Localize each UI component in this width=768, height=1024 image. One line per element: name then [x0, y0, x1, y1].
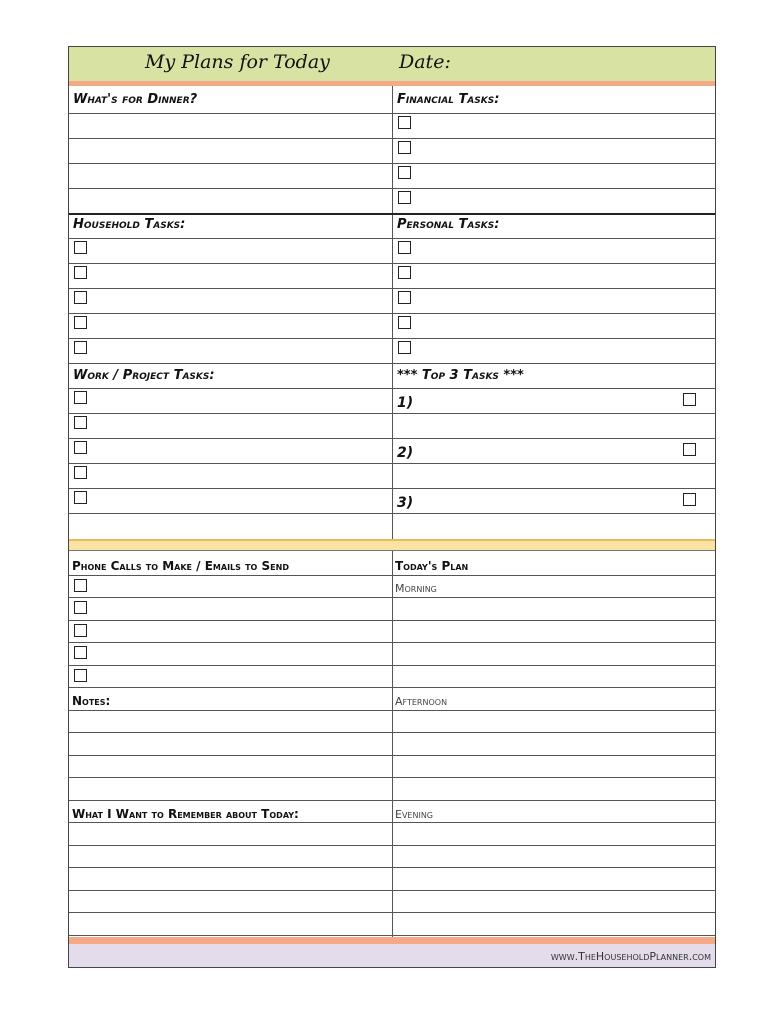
work-task-checkbox[interactable]	[74, 416, 87, 429]
afternoon-label: Afternoon	[395, 695, 448, 708]
financial-task-checkbox[interactable]	[398, 191, 411, 204]
rule-line	[69, 755, 715, 756]
household-task-checkbox[interactable]	[74, 316, 87, 329]
rule-line	[69, 665, 715, 666]
top3-item-1: 1)	[397, 395, 414, 411]
personal-task-checkbox[interactable]	[398, 341, 411, 354]
phone-label: Phone Calls to Make / Emails to Send	[72, 559, 289, 573]
rule-line	[69, 263, 715, 264]
work-task-checkbox[interactable]	[74, 391, 87, 404]
work-task-checkbox[interactable]	[74, 441, 87, 454]
footer-stripe	[69, 937, 715, 944]
rule-line	[69, 338, 715, 339]
rule-line	[69, 867, 715, 868]
rule-line	[69, 363, 715, 364]
top3-task-checkbox[interactable]	[683, 493, 696, 506]
rule-line	[69, 597, 715, 598]
rule-line	[69, 710, 715, 711]
rule-line	[69, 463, 715, 464]
top3-item-3: 3)	[397, 495, 414, 511]
rule-line	[69, 488, 715, 489]
personal-task-checkbox[interactable]	[398, 241, 411, 254]
financial-label: Financial Tasks:	[397, 92, 500, 107]
top3-label: *** Top 3 Tasks ***	[397, 368, 524, 383]
evening-label: Evening	[395, 808, 434, 821]
work-task-checkbox[interactable]	[74, 466, 87, 479]
top3-task-checkbox[interactable]	[683, 443, 696, 456]
household-task-checkbox[interactable]	[74, 241, 87, 254]
rule-line	[69, 687, 715, 688]
rule-line	[69, 313, 715, 314]
rule-line	[69, 890, 715, 891]
column-divider-bottom	[392, 551, 393, 937]
rule-line	[69, 845, 715, 846]
rule-line	[69, 388, 715, 389]
page-title: My Plans for Today	[145, 51, 330, 73]
rule-line	[69, 732, 715, 733]
footer-band	[69, 944, 715, 967]
personal-task-checkbox[interactable]	[398, 291, 411, 304]
rule-line	[69, 935, 715, 936]
remember-label: What I Want to Remember about Today:	[72, 807, 299, 821]
phone-call-checkbox[interactable]	[74, 601, 87, 614]
rule-line	[69, 288, 715, 289]
rule-line	[69, 438, 715, 439]
dinner-label: What's for Dinner?	[73, 92, 198, 107]
top3-task-checkbox[interactable]	[683, 393, 696, 406]
rule-line	[69, 163, 715, 164]
work-label: Work / Project Tasks:	[73, 368, 215, 383]
rule-line	[69, 575, 715, 576]
top3-item-2: 2)	[397, 445, 414, 461]
notes-label: Notes:	[72, 694, 111, 708]
financial-task-checkbox[interactable]	[398, 166, 411, 179]
rule-line	[69, 777, 715, 778]
personal-label: Personal Tasks:	[397, 217, 500, 232]
work-task-checkbox[interactable]	[74, 491, 87, 504]
website-url: www.TheHouseholdPlanner.com	[550, 950, 711, 963]
rule-line	[69, 642, 715, 643]
morning-label: Morning	[395, 582, 437, 595]
rule-line	[69, 912, 715, 913]
phone-call-checkbox[interactable]	[74, 646, 87, 659]
todays-plan-label: Today's Plan	[395, 559, 469, 573]
rule-line	[69, 513, 715, 514]
personal-task-checkbox[interactable]	[398, 316, 411, 329]
household-task-checkbox[interactable]	[74, 291, 87, 304]
household-label: Household Tasks:	[73, 217, 186, 232]
phone-call-checkbox[interactable]	[74, 669, 87, 682]
rule-line	[69, 213, 715, 215]
financial-task-checkbox[interactable]	[398, 116, 411, 129]
household-task-checkbox[interactable]	[74, 341, 87, 354]
household-task-checkbox[interactable]	[74, 266, 87, 279]
rule-line	[69, 113, 715, 114]
rule-line	[69, 800, 715, 801]
phone-call-checkbox[interactable]	[74, 579, 87, 592]
rule-line	[69, 413, 715, 414]
phone-call-checkbox[interactable]	[74, 624, 87, 637]
financial-task-checkbox[interactable]	[398, 141, 411, 154]
rule-line	[69, 822, 715, 823]
rule-line	[69, 238, 715, 239]
planner-sheet	[68, 46, 716, 968]
personal-task-checkbox[interactable]	[398, 266, 411, 279]
date-label: Date:	[399, 51, 451, 73]
middle-band	[69, 539, 715, 551]
rule-line	[69, 188, 715, 189]
rule-line	[69, 620, 715, 621]
rule-line	[69, 138, 715, 139]
